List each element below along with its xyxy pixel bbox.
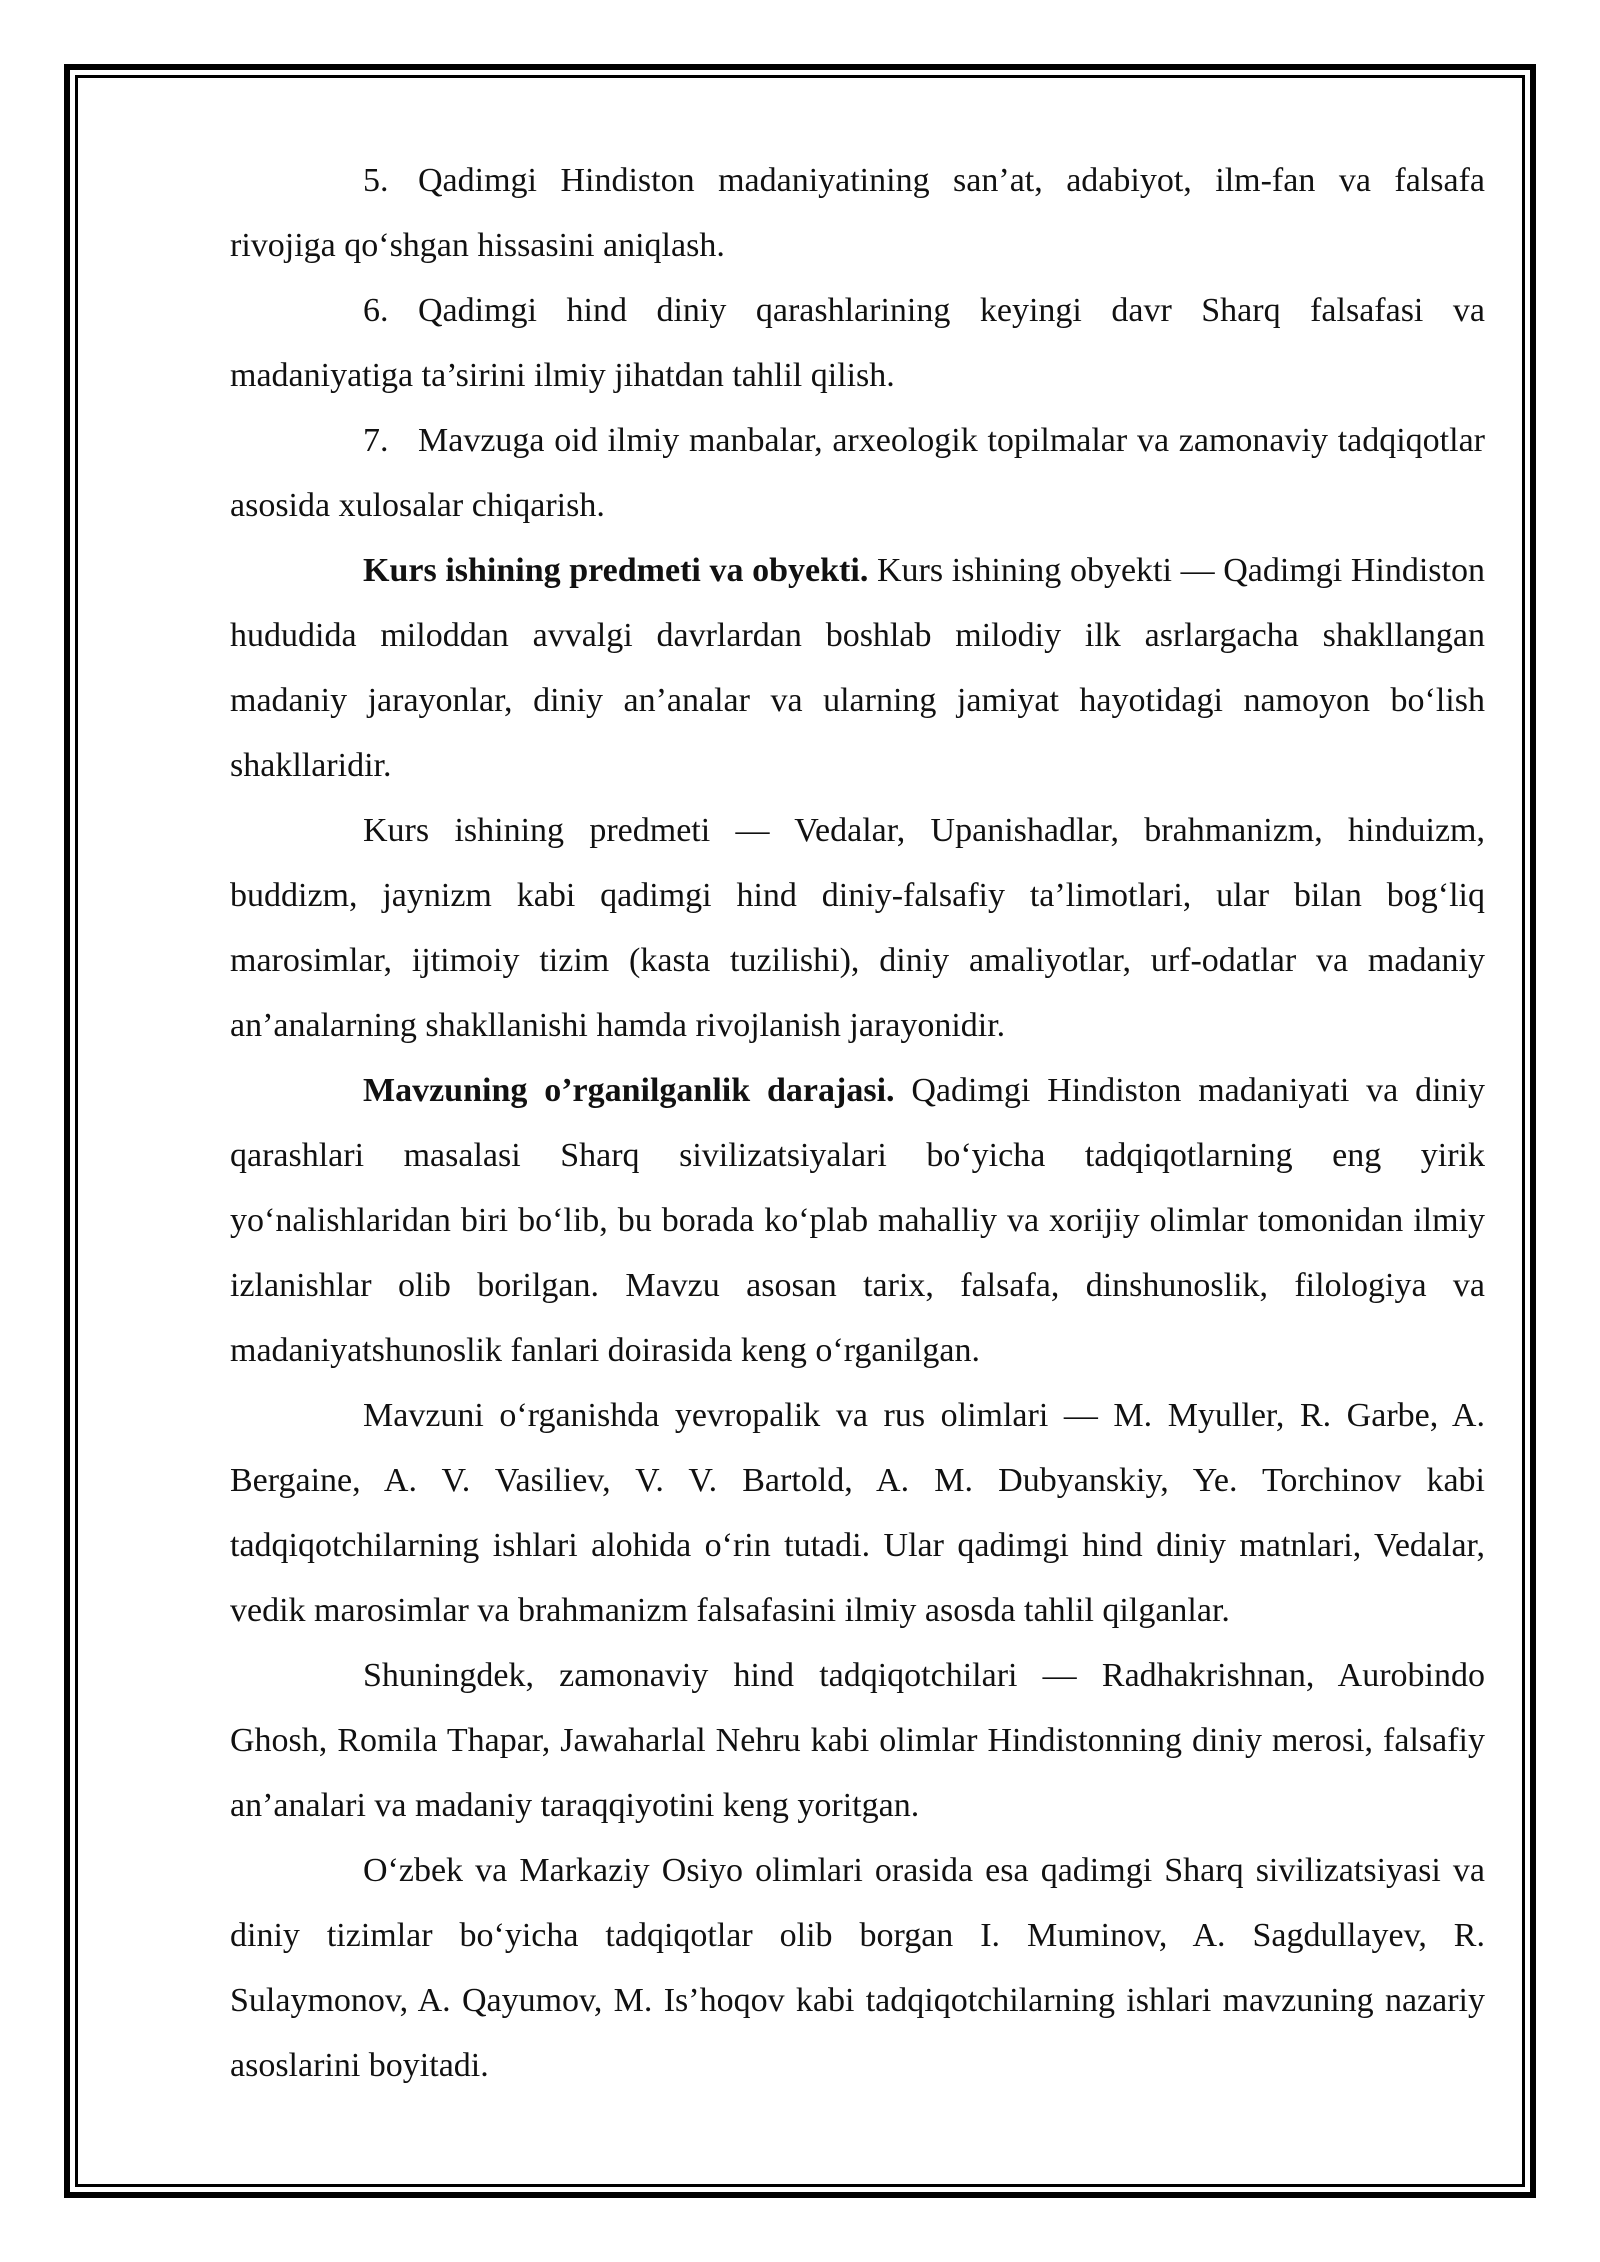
subject-paragraph: Kurs ishining predmeti — Vedalar, Upanishadlar, brahmanizm, hinduizm, buddizm, jaynizm kabi qadimgi hind diniy-falsafiy ta’limotlari, ular bilan bog‘liq marosimlar, ijtimoiy tizim (kasta tuzilishi), diniy amaliyotlar, urf-odatlar va madaniy an’analarning shakllanishi hamda rivojlanish jarayonidir. [230, 812, 1485, 1044]
list-item-6 [230, 278, 1485, 408]
study-level-heading: Mavzuning o’rganilganlik darajasi. [363, 1072, 895, 1109]
list-item-text: Qadimgi hind diniy qarashlarining keyingi davr Sharq falsafasi va madaniyatiga ta’sirini ilmiy jihatdan tahlil qilish. [230, 292, 1485, 394]
list-item-5 [230, 148, 1485, 278]
list-number: 5. [363, 162, 389, 199]
subject-object-text: Kurs ishining obyekti — Qadimgi Hindiston hududida miloddan avvalgi davrlardan boshlab milodiy ilk asrlargacha shakllangan madaniy jarayonlar, diniy an’analar va ularning jamiyat hayotidagi namoyon bo‘lish shakllaridir. [230, 552, 1485, 784]
list-item-text: Mavzuga oid ilmiy manbalar, arxeologik topilmalar va zamonaviy tadqiqotlar asosida xulosalar chiqarish. [230, 422, 1485, 524]
indian-scholars-paragraph: Shuningdek, zamonaviy hind tadqiqotchilari — Radhakrishnan, Aurobindo Ghosh, Romila Thapar, Jawaharlal Nehru kabi olimlar Hindistonning diniy merosi, falsafiy an’analari va madaniy taraqqiyotini keng yoritgan. [230, 1657, 1485, 1824]
subject-object-heading: Kurs ishining predmeti va obyekti. [363, 552, 869, 589]
european-scholars-paragraph: Mavzuni o‘rganishda yevropalik va rus olimlari — M. Myuller, R. Garbe, A. Bergaine, A. V. Vasiliev, V. V. Bartold, A. M. Dubyanskiy, Ye. Torchinov kabi tadqiqotchilarning ishlari alohida o‘rin tutadi. Ular qadimgi hind diniy matnlari, Vedalar, vedik marosimlar va brahmanizm falsafasini ilmiy asosda tahlil qilganlar. [230, 1397, 1485, 1629]
list-item-7 [230, 408, 1485, 538]
study-level-paragraph [230, 1058, 1485, 1383]
subject-object-paragraph [230, 538, 1485, 798]
uzbek-scholars-paragraph: O‘zbek va Markaziy Osiyo olimlari orasida esa qadimgi Sharq sivilizatsiyasi va diniy tizimlar bo‘yicha tadqiqotlar olib borgan I. Muminov, A. Sagdullayev, R. Sulaymonov, A. Qayumov, M. Is’hoqov kabi tadqiqotchilarning ishlari mavzuning nazariy asoslarini boyitadi. [230, 1852, 1485, 2084]
list-number: 7. [363, 422, 389, 459]
list-item-text: Qadimgi Hindiston madaniyatining san’at, adabiyot, ilm-fan va falsafa rivojiga qo‘shgan hissasini aniqlash. [230, 162, 1485, 264]
document-body [230, 148, 1485, 2098]
study-level-text: Qadimgi Hindiston madaniyati va diniy qarashlari masalasi Sharq sivilizatsiyalari bo‘yicha tadqiqotlarning eng yirik yo‘nalishlaridan biri bo‘lib, bu borada ko‘plab mahalliy va xorijiy olimlar tomonidan ilmiy izlanishlar olib borilgan. Mavzu asosan tarix, falsafa, dinshunoslik, filologiya va madaniyatshunoslik fanlari doirasida keng o‘rganilgan. [230, 1072, 1485, 1369]
list-number: 6. [363, 292, 389, 329]
